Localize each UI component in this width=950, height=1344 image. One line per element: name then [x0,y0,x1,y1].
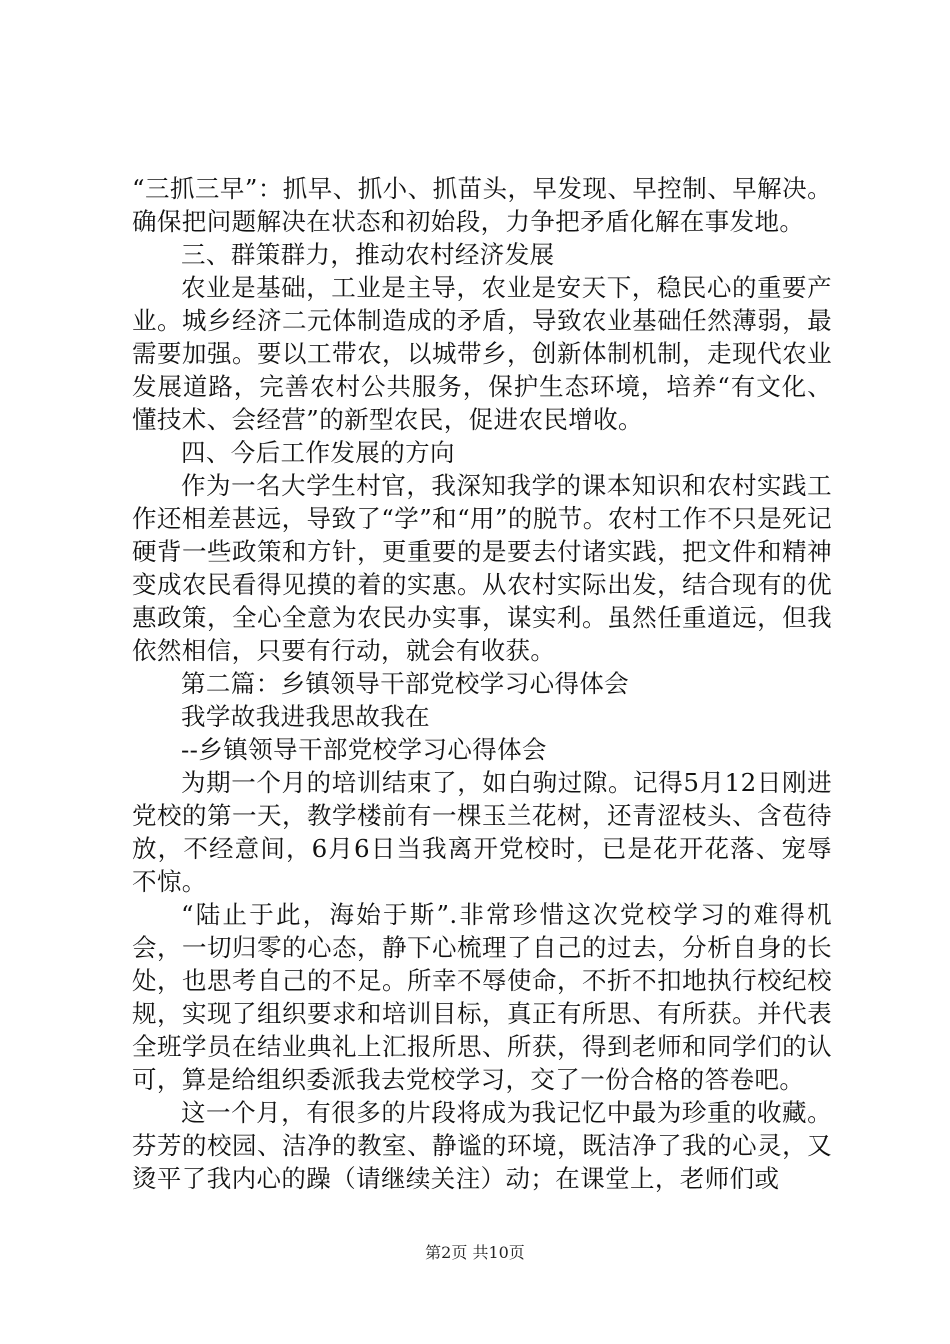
paragraph-cherish-study: “陆止于此，海始于斯”.非常珍惜这次党校学习的难得机会，一切归零的心态，静下心梳理了自己的过去，分析自身的长处，也思考自己的不足。所幸不辱使命，不折不扣地执行校纪校规，实现了组织要求和培训目标，真正有所思、有所获。并代表全班学员在结业典礼上汇报所思、所获，得到老师和同学们的认可，算是给组织委派我去党校学习，交了一份合格的答卷吧。 [132,900,832,1094]
chapter-heading-two: 第二篇：乡镇领导干部党校学习心得体会 [181,669,630,698]
page-number-footer: 第2页 共10页 [425,1243,525,1262]
section-heading-three: 三、群策群力，推动农村经济发展 [181,240,555,269]
paragraph-agriculture: 农业是基础，工业是主导，农业是安天下，稳民心的重要产业。城乡经济二元体制造成的矛盾，导致农业基础任然薄弱，最需要加强。要以工带农，以城带乡，创新体制机制，走现代农业发展道路，完善农村公共服务，保护生态环境，培养“有文化、懂技术、会经营”的新型农民，促进农民增收。 [132,273,832,434]
paragraph-training-ended: 为期一个月的培训结束了，如白驹过隙。记得5月12日刚进党校的第一天，教学楼前有一棵玉兰花树，还青涩枝头、含苞待放，不经意间，6月6日当我离开党校时，已是花开花落、宠辱不惊。 [132,768,832,896]
paragraph-village-official: 作为一名大学生村官，我深知我学的课本知识和农村实践工作还相差甚远，导致了“学”和“用”的脱节。农村工作不只是死记硬背一些政策和方针，更重要的是要去付诸实践，把文件和精神变成农民看得见摸的着的实惠。从农村实际出发，结合现有的优惠政策，全心全意为农民办实事，谋实利。虽然任重道远，但我依然相信，只要有行动，就会有收获。 [132,471,832,665]
paragraph-intro-continuation: “三抓三早”：抓早、抓小、抓苗头，早发现、早控制、早解决。确保把问题解决在状态和初始段，力争把矛盾化解在事发地。 [132,174,832,236]
article-subtitle: --乡镇领导干部党校学习心得体会 [181,735,547,764]
section-heading-four: 四、今后工作发展的方向 [181,438,455,467]
paragraph-memories: 这一个月，有很多的片段将成为我记忆中最为珍重的收藏。芬芳的校园、洁净的教室、静谧的环境，既洁净了我的心灵，又烫平了我内心的躁（请继续关注）动；在课堂上，老师们或 [132,1098,832,1193]
article-title: 我学故我进我思故我在 [181,702,430,731]
document-body [132,172,832,1195]
